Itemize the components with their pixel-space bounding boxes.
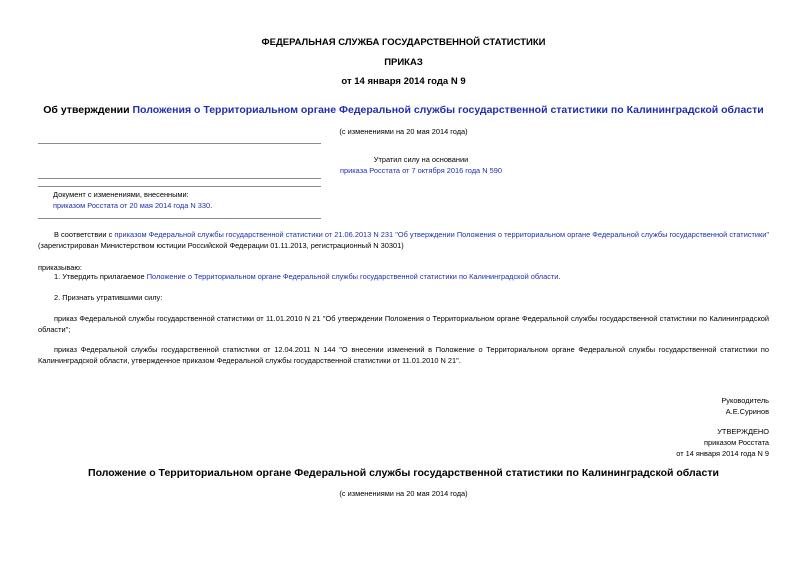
title-edition: (с изменениями на 20 мая 2014 года)	[339, 127, 468, 136]
item-1	[54, 271, 769, 282]
changes-link[interactable]: приказом Росстата от 20 мая 2014 года N 330	[53, 201, 211, 210]
doc-type: ПРИКАЗ	[384, 57, 423, 68]
item-1-prefix: 1. Утвердить прилагаемое	[54, 272, 147, 281]
status-box	[321, 154, 521, 176]
divider-line	[38, 178, 321, 179]
approved-block	[500, 426, 769, 459]
doc-title-prefix: Об утверждении	[43, 104, 133, 116]
annex-title: Положение о Территориальном органе Федеральной службы государственной статистики по Калининградской области	[88, 467, 719, 479]
preamble-link[interactable]: приказом Федеральной службы государственной статистики от 21.06.2013 N 231 "Об утверждении Положения о территориальном органе Федеральной службы государственной статистики"	[114, 230, 770, 239]
item-2: 2. Признать утратившими силу:	[54, 293, 163, 302]
order-word: приказываю:	[38, 263, 82, 272]
item-1-suffix: .	[558, 272, 561, 281]
item-1-link[interactable]: Положение о Территориальном органе Федеральной службы государственной статистики по Калининградской области	[146, 272, 559, 281]
approved-line-3: от 14 января 2014 года N 9	[676, 449, 769, 458]
revoked-order-1: приказ Федеральной службы государственной статистики от 11.01.2010 N 21 "Об утверждении Положения о Территориальном органе Федеральной службы государственной статистики по Калининградской области";	[38, 314, 769, 334]
signature-name: А.Е.Суринов	[725, 407, 769, 416]
preamble-paragraph	[38, 229, 769, 251]
preamble-suffix: (зарегистрирован Министерством юстиции Российской Федерации 01.11.2013, регистрационный N 30301)	[38, 241, 404, 250]
signature-role: Руководитель	[721, 396, 769, 405]
changes-link-suffix: .	[210, 201, 213, 210]
status-link[interactable]: приказа Росстата от 7 октября 2016 года N 590	[340, 166, 502, 175]
divider-line	[38, 143, 321, 144]
doc-title-link[interactable]: Положения о Территориальном органе Федеральной службы государственной статистики по Калининградской области	[132, 104, 764, 116]
revoked-order-2: приказ Федеральной службы государственной статистики от 12.04.2011 N 144 "О внесении изменений в Положение о Территориальном органе Федеральной службы государственной статистики по Калининградской области, утвержденное приказом Федеральной службы государственной статистики от 11.01.2010 N 21".	[38, 345, 769, 365]
approved-line-1: УТВЕРЖДЕНО	[717, 427, 769, 436]
status-line: Утратил силу на основании	[373, 155, 469, 164]
divider-line	[38, 186, 321, 187]
signature-block	[500, 395, 769, 417]
divider-line	[38, 218, 321, 219]
approved-line-2: приказом Росстата	[704, 438, 769, 447]
doc-date: от 14 января 2014 года N 9	[341, 76, 466, 87]
preamble-prefix: В соответствии с	[54, 230, 115, 239]
agency-name: ФЕДЕРАЛЬНАЯ СЛУЖБА ГОСУДАРСТВЕННОЙ СТАТИСТИКИ	[261, 37, 546, 48]
changes-box	[53, 189, 323, 211]
annex-edition: (с изменениями на 20 мая 2014 года)	[339, 489, 468, 498]
changes-line: Документ с изменениями, внесенными:	[53, 190, 189, 199]
doc-title	[0, 104, 807, 116]
